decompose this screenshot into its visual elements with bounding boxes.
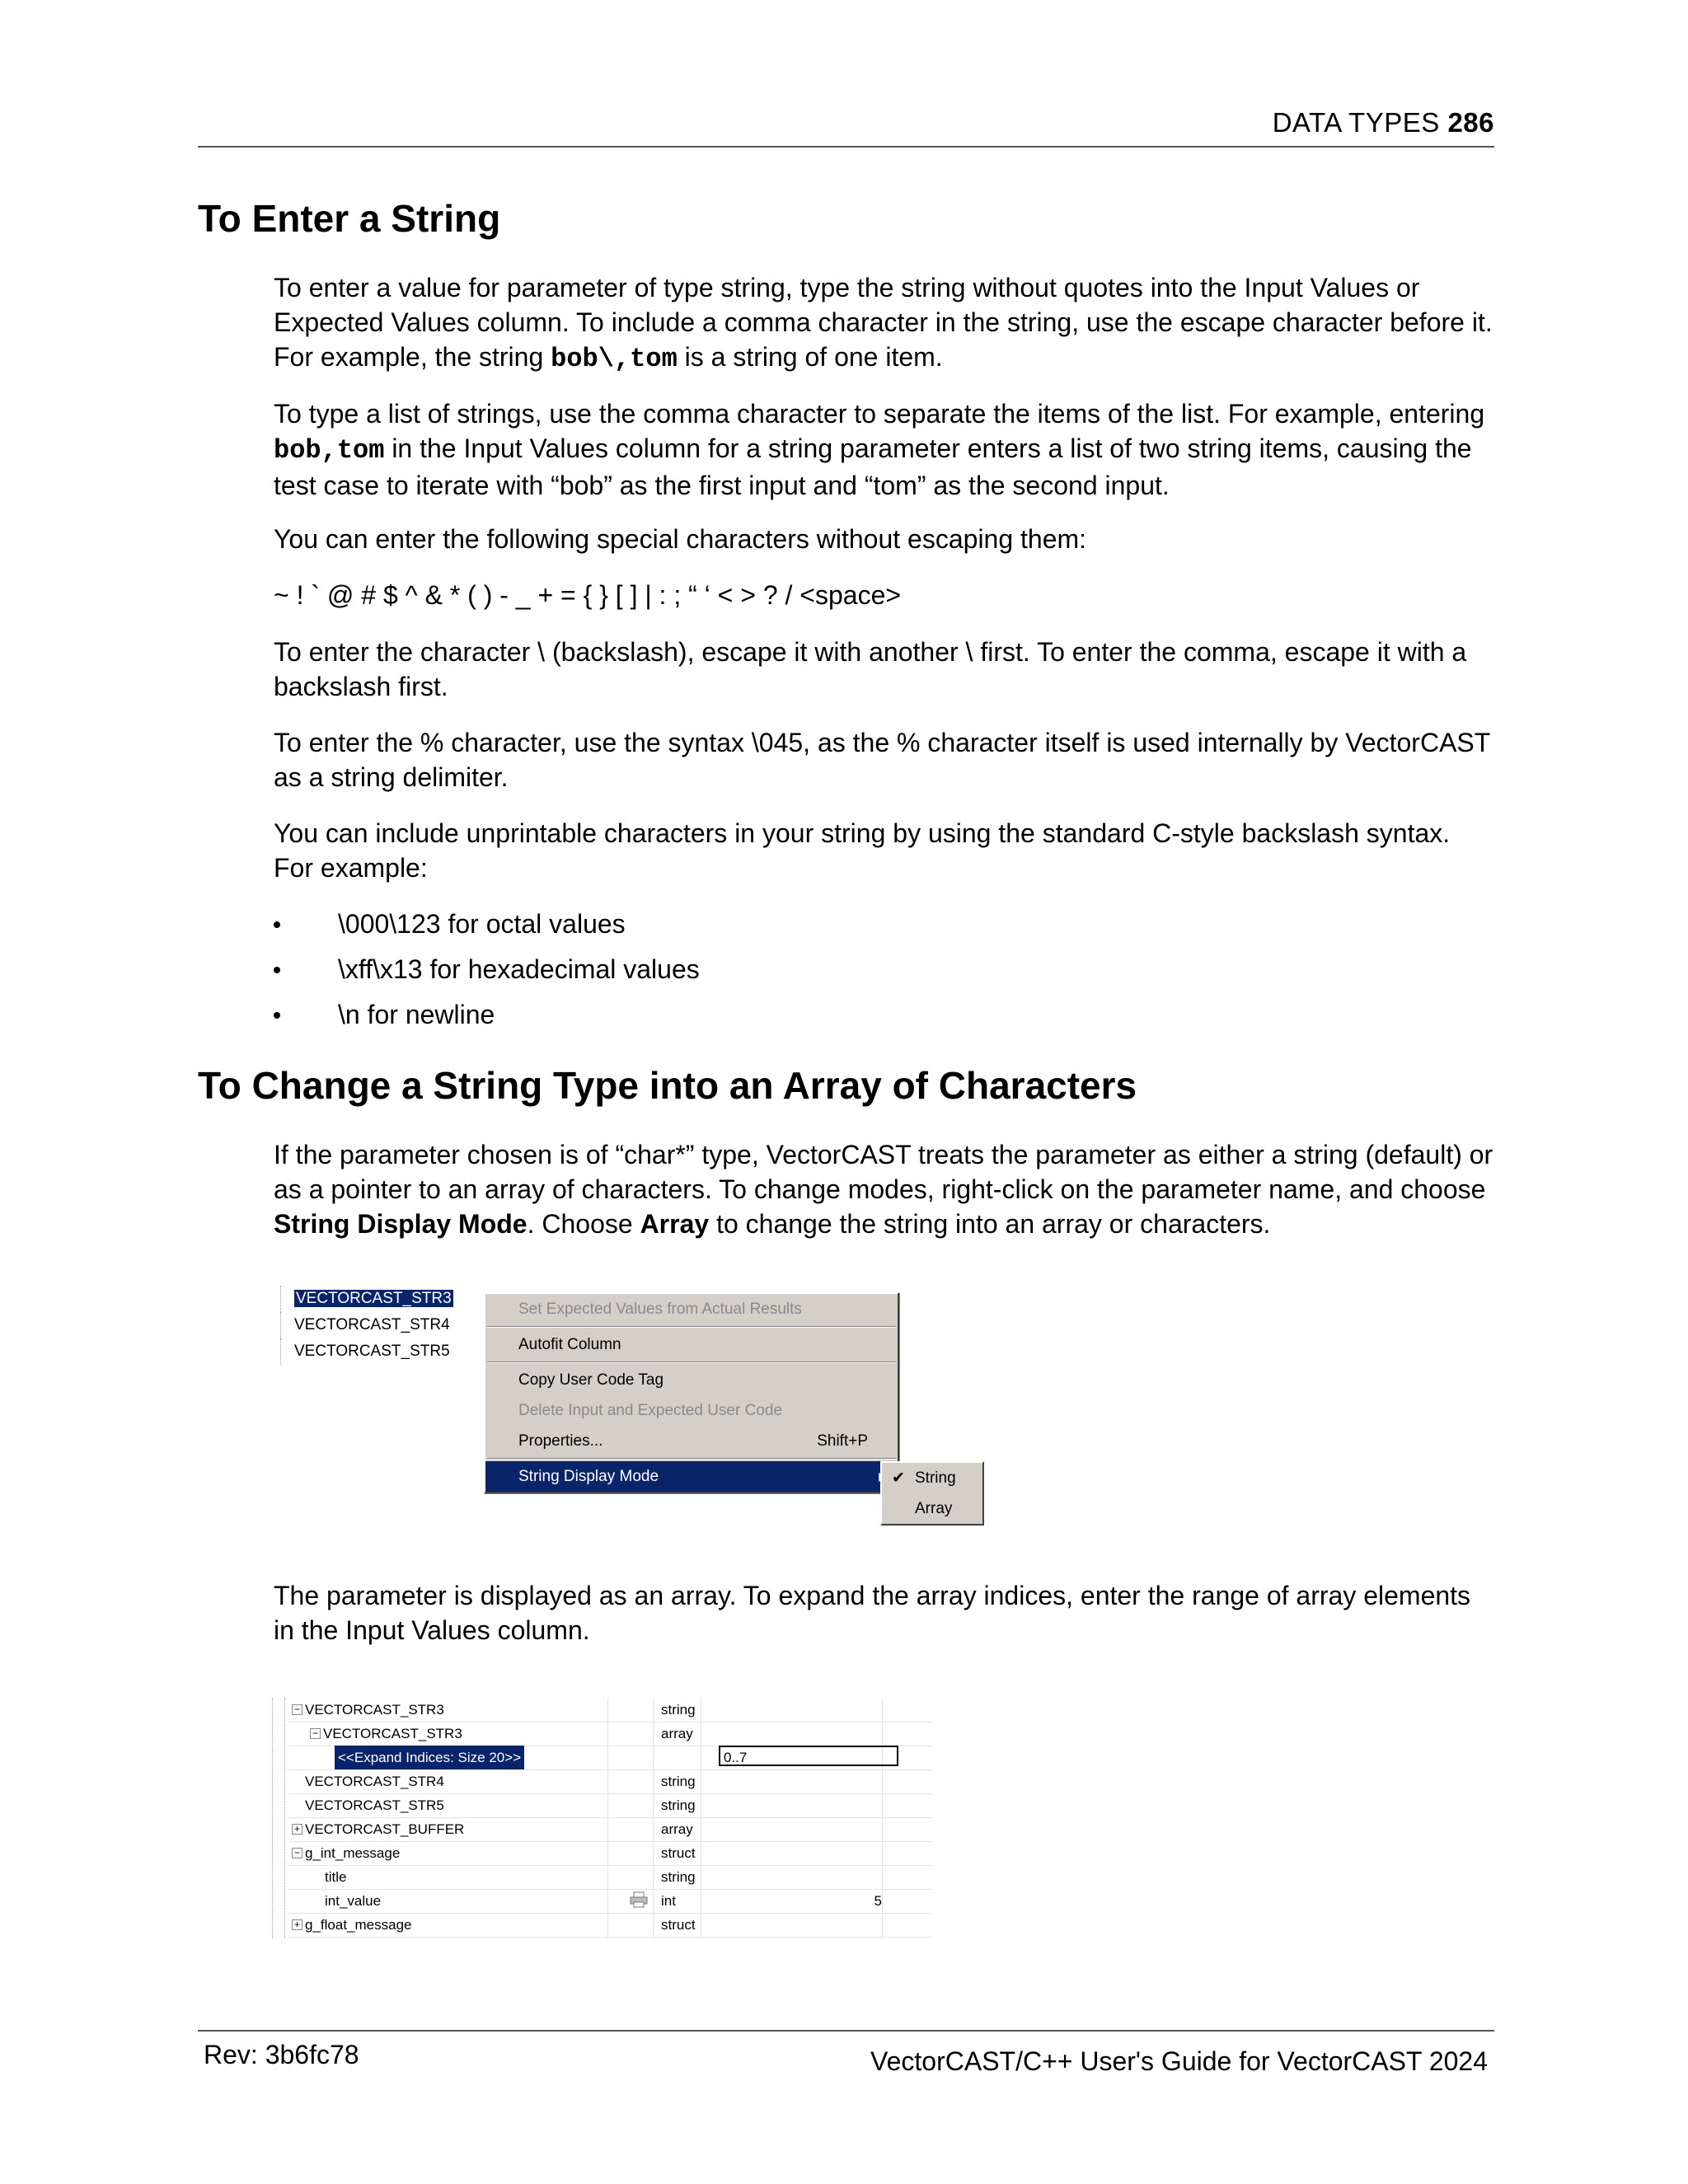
list-item: \000\123 for octal values [274,907,700,952]
table-row[interactable]: VECTORCAST_STR5 string [288,1793,931,1818]
paragraph-special-chars: ~ ! ` @ # $ ^ & * ( ) - _ + = { } [ ] | : ; “ ‘ < > ? / <space> [274,580,902,610]
tree-item[interactable]: VECTORCAST_STR4 [280,1312,519,1338]
submenu-item-array[interactable]: Array [915,1500,953,1517]
table-row[interactable]: + g_float_message struct [288,1913,931,1938]
table-row[interactable]: − VECTORCAST_STR3 string [288,1698,931,1722]
expand-icon[interactable]: + [292,1919,302,1930]
check-icon: ✔ [892,1469,905,1487]
menu-separator [487,1326,896,1328]
submenu-item-string[interactable]: ✔ String [882,1463,982,1493]
paragraph-special-intro: You can enter the following special characters without escaping them: [274,524,1087,554]
paragraph-percent: To enter the % character, use the syntax \045, as the % character itself is used internally by VectorCAST as a string delimiter. [274,728,1490,792]
context-menu [484,1292,899,1493]
parameter-grid-screenshot [272,1698,931,1938]
printer-icon[interactable] [629,1891,649,1908]
paragraph-string-display-mode: If the parameter chosen is of “char*” type, VectorCAST treats the parameter as either a string (default) or as a pointer to an array of characters. To change modes, right-click on the parameter name, and choose String Display Mode. Choose Array to change the string into an array or characters. [274,1140,1493,1239]
menu-item-autofit[interactable]: Autofit Column [518,1336,621,1353]
paragraph-list-strings: To type a list of strings, use the comma character to separate the items of the list. For example, entering bob,tom in the Input Values column for a string parameter enters a list of two string items, causing the test case to iterate with “bob” as the first input and “tom” as the second input. [274,399,1485,500]
context-menu-screenshot [280,1286,989,1537]
tree-item[interactable]: VECTORCAST_STR3 [280,1286,519,1312]
header-divider [198,146,1494,148]
menu-item-properties[interactable]: Properties... Shift+P [485,1426,898,1456]
heading-enter-string: To Enter a String [198,197,501,240]
collapse-icon[interactable]: − [292,1848,302,1858]
list-item: \xff\x13 for hexadecimal values [274,952,700,997]
code-bob-tom: bob,tom [274,435,385,466]
paragraph-backslash: To enter the character \ (backslash), escape it with another \ first. To enter the comma, escape it with a backslash first. [274,637,1467,701]
tree-item[interactable]: VECTORCAST_STR5 [280,1338,519,1365]
paragraph-unprintable: You can include unprintable characters in your string by using the standard C-style backslash syntax. For example: [274,818,1451,883]
footer-divider [198,2030,1494,2032]
string-display-submenu [880,1461,984,1526]
grid-rail [272,1698,285,1938]
revision-label: Rev: 3b6fc78 [204,2040,359,2069]
menu-item-copy-tag[interactable]: Copy User Code Tag [518,1371,664,1389]
table-row[interactable]: + VECTORCAST_BUFFER array [288,1817,931,1842]
guide-title: VectorCAST/C++ User's Guide for VectorCAST 2024 [870,2046,1488,2076]
heading-string-to-array: To Change a String Type into an Array of Characters [198,1064,1137,1107]
list-item: \n for newline [274,997,700,1043]
input-value-field[interactable]: 0..7 [719,1746,898,1766]
table-row[interactable]: − VECTORCAST_STR3 array [288,1722,931,1746]
menu-item-set-expected[interactable]: Set Expected Values from Actual Results [518,1301,802,1318]
escape-examples-list [274,907,700,1043]
code-bob-escaped-tom: bob\,tom [551,344,678,374]
menu-item-delete-code[interactable]: Delete Input and Expected User Code [518,1402,783,1419]
menu-separator [487,1458,896,1460]
collapse-icon[interactable]: − [310,1728,321,1739]
shortcut-label: Shift+P [817,1432,868,1450]
int-value-cell[interactable]: 5 [874,1893,882,1909]
menu-separator [487,1361,896,1363]
collapse-icon[interactable]: − [292,1704,302,1715]
running-header [1273,107,1494,138]
paragraph-displayed-as-array: The parameter is displayed as an array. To expand the array indices, enter the range of array elements in the Input Values column. [274,1581,1471,1645]
page-number: 286 [1447,107,1494,138]
table-row[interactable]: VECTORCAST_STR4 string [288,1769,931,1794]
table-row[interactable]: − g_int_message struct [288,1841,931,1866]
menu-item-string-display-mode[interactable]: String Display Mode [485,1461,898,1492]
paragraph-escape-comma: To enter a value for parameter of type string, type the string without quotes into the Input Values or Expected Values column. To include a comma character in the string, use the escape character before it. For example, the string bob\,tom is a string of one item. [274,273,1493,374]
table-row[interactable]: int_value int 5 [288,1889,931,1914]
table-row[interactable]: title string [288,1865,931,1890]
table-row[interactable] [288,1746,931,1770]
expand-indices-cell[interactable]: <<Expand Indices: Size 20>> [335,1746,524,1769]
section-title: DATA TYPES [1272,107,1440,138]
expand-icon[interactable]: + [292,1824,302,1835]
